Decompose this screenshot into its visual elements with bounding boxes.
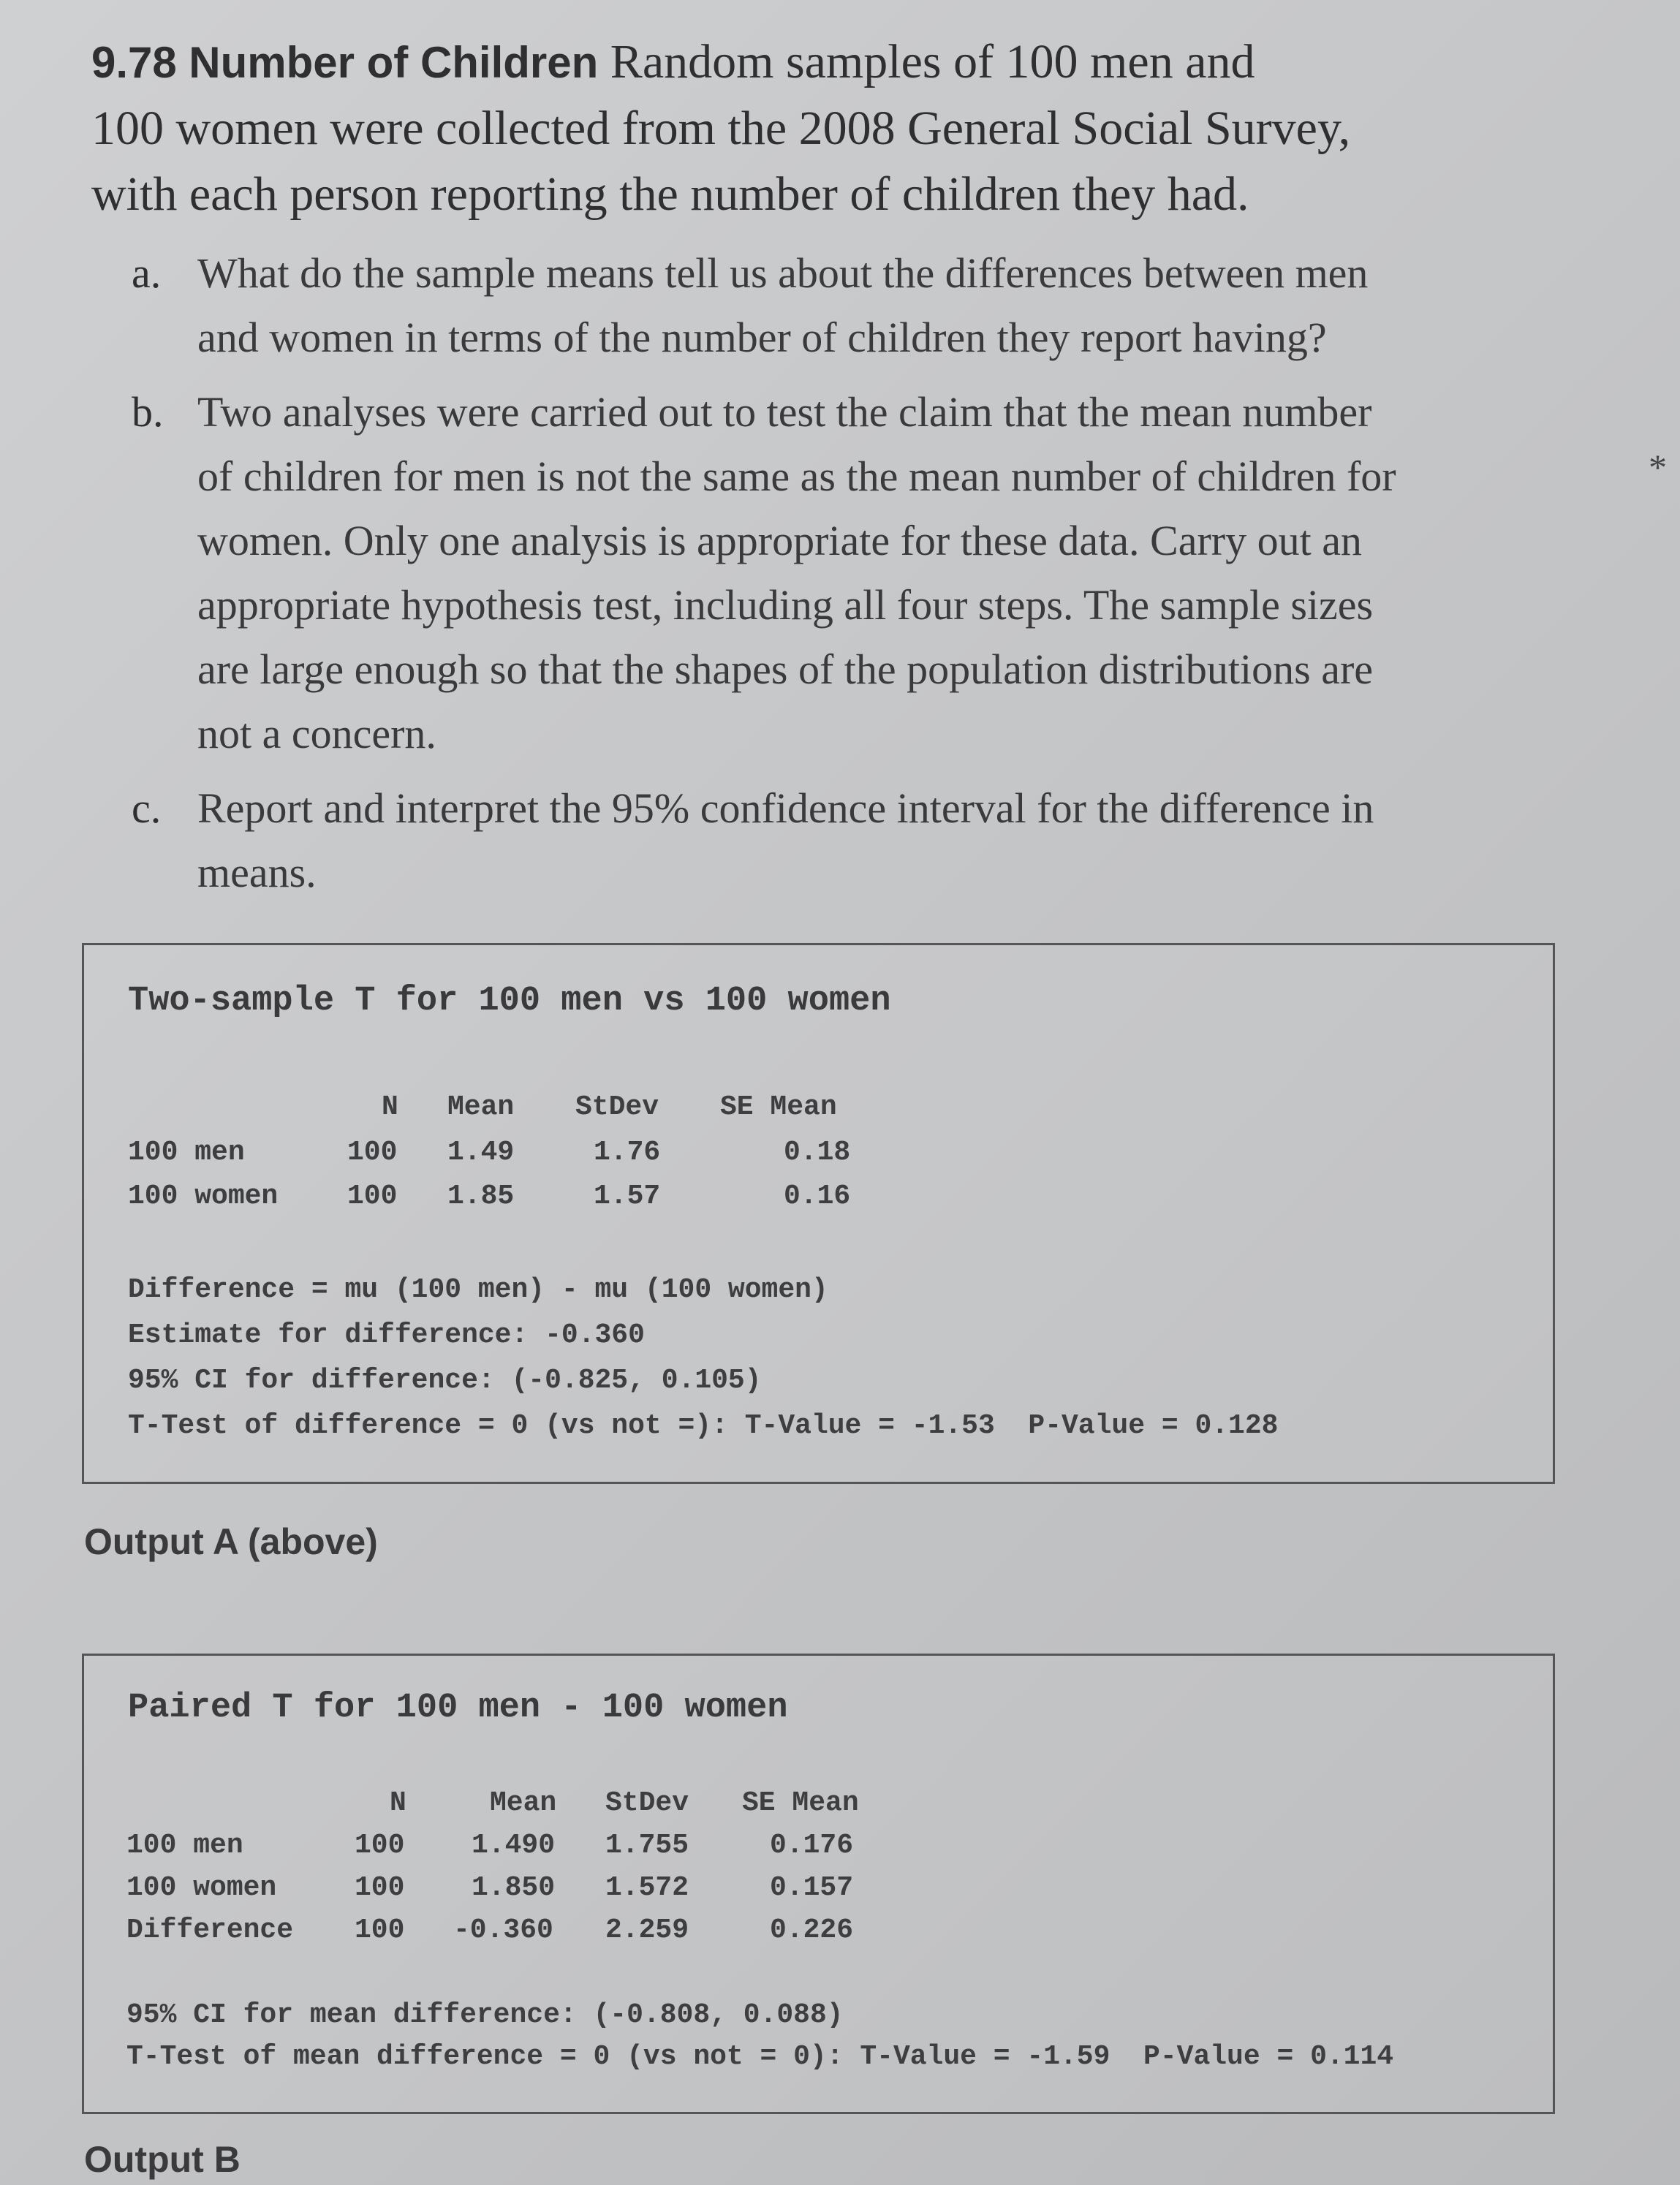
header-mean: Mean bbox=[447, 1091, 515, 1123]
row-label: 100 men bbox=[128, 1137, 245, 1168]
row-stdev: 1.57 bbox=[594, 1181, 661, 1212]
part-line: Two analyses were carried out to test the claim that the mean number bbox=[197, 388, 1372, 436]
part-line: means. bbox=[197, 849, 317, 896]
output-b-box bbox=[82, 1654, 1555, 2114]
row-stdev: 1.572 bbox=[605, 1872, 689, 1904]
row-n: 100 bbox=[347, 1181, 398, 1212]
difference-estimate: Estimate for difference: -0.360 bbox=[128, 1319, 645, 1351]
question-parts bbox=[132, 241, 1557, 915]
header-mean: Mean bbox=[490, 1787, 557, 1819]
output-a-title: Two-sample T for 100 men vs 100 women bbox=[128, 982, 891, 1020]
question-part-b bbox=[132, 380, 1557, 766]
output-a-box bbox=[82, 943, 1555, 1484]
problem-intro bbox=[91, 29, 1554, 227]
output-a-caption: Output A (above) bbox=[84, 1521, 378, 1562]
part-letter: c. bbox=[132, 784, 162, 832]
row-mean: 1.850 bbox=[472, 1872, 556, 1904]
intro-line-3: with each person reporting the number of children they had. bbox=[91, 167, 1249, 221]
problem-statement bbox=[91, 29, 1554, 227]
row-mean: -0.360 bbox=[453, 1915, 553, 1946]
row-se-mean: 0.157 bbox=[770, 1872, 854, 1904]
part-line: women. Only one analysis is appropriate for these data. Carry out an bbox=[197, 517, 1362, 564]
header-stdev: StDev bbox=[605, 1787, 689, 1819]
row-mean: 1.85 bbox=[447, 1181, 515, 1212]
header-n: N bbox=[390, 1787, 406, 1819]
row-n: 100 bbox=[355, 1872, 405, 1904]
row-label: 100 women bbox=[126, 1872, 277, 1904]
row-n: 100 bbox=[355, 1915, 405, 1946]
row-stdev: 1.755 bbox=[605, 1830, 689, 1861]
header-n: N bbox=[382, 1091, 398, 1123]
row-label: 100 women bbox=[128, 1181, 279, 1212]
question-part-c bbox=[132, 776, 1557, 905]
problem-title: Number of Children bbox=[189, 38, 599, 87]
row-mean: 1.490 bbox=[472, 1830, 556, 1861]
intro-line-1: Random samples of 100 men and bbox=[610, 35, 1255, 88]
row-label: Difference bbox=[126, 1915, 294, 1946]
confidence-interval: 95% CI for difference: (-0.825, 0.105) bbox=[128, 1365, 762, 1396]
row-stdev: 1.76 bbox=[594, 1137, 661, 1168]
part-letter: b. bbox=[132, 388, 164, 436]
part-line: appropriate hypothesis test, including all four steps. The sample sizes bbox=[197, 581, 1374, 629]
header-stdev: StDev bbox=[575, 1091, 659, 1123]
row-se-mean: 0.176 bbox=[770, 1830, 854, 1861]
row-mean: 1.49 bbox=[447, 1137, 515, 1168]
output-b-title: Paired T for 100 men - 100 women bbox=[128, 1689, 788, 1727]
part-line: of children for men is not the same as the mean number of children for bbox=[197, 452, 1396, 500]
margin-star: * bbox=[1649, 447, 1667, 488]
header-se-mean: SE Mean bbox=[720, 1091, 837, 1123]
row-se-mean: 0.16 bbox=[784, 1181, 851, 1212]
part-line: not a concern. bbox=[197, 710, 436, 757]
output-b-caption: Output B bbox=[84, 2139, 241, 2180]
row-stdev: 2.259 bbox=[605, 1915, 689, 1946]
problem-number: 9.78 bbox=[91, 38, 177, 87]
t-test-result: T-Test of mean difference = 0 (vs not = 0): T-Value = -1.59 P-Value = 0.114 bbox=[126, 2041, 1394, 2072]
row-se-mean: 0.18 bbox=[784, 1137, 851, 1168]
row-n: 100 bbox=[355, 1830, 405, 1861]
part-line: and women in terms of the number of children they report having? bbox=[197, 314, 1327, 361]
row-label: 100 men bbox=[126, 1830, 243, 1861]
part-letter: a. bbox=[132, 249, 162, 297]
header-se-mean: SE Mean bbox=[742, 1787, 859, 1819]
row-n: 100 bbox=[347, 1137, 398, 1168]
part-line: What do the sample means tell us about the differences between men bbox=[197, 249, 1369, 297]
confidence-interval: 95% CI for mean difference: (-0.808, 0.088) bbox=[126, 1999, 844, 2031]
question-part-a bbox=[132, 241, 1557, 370]
part-line: are large enough so that the shapes of the population distributions are bbox=[197, 645, 1374, 693]
row-se-mean: 0.226 bbox=[770, 1915, 854, 1946]
intro-line-2: 100 women were collected from the 2008 General Social Survey, bbox=[91, 102, 1351, 155]
t-test-result: T-Test of difference = 0 (vs not =): T-Value = -1.53 P-Value = 0.128 bbox=[128, 1410, 1279, 1442]
part-line: Report and interpret the 95% confidence interval for the difference in bbox=[197, 784, 1374, 832]
difference-definition: Difference = mu (100 men) - mu (100 women) bbox=[128, 1274, 828, 1306]
